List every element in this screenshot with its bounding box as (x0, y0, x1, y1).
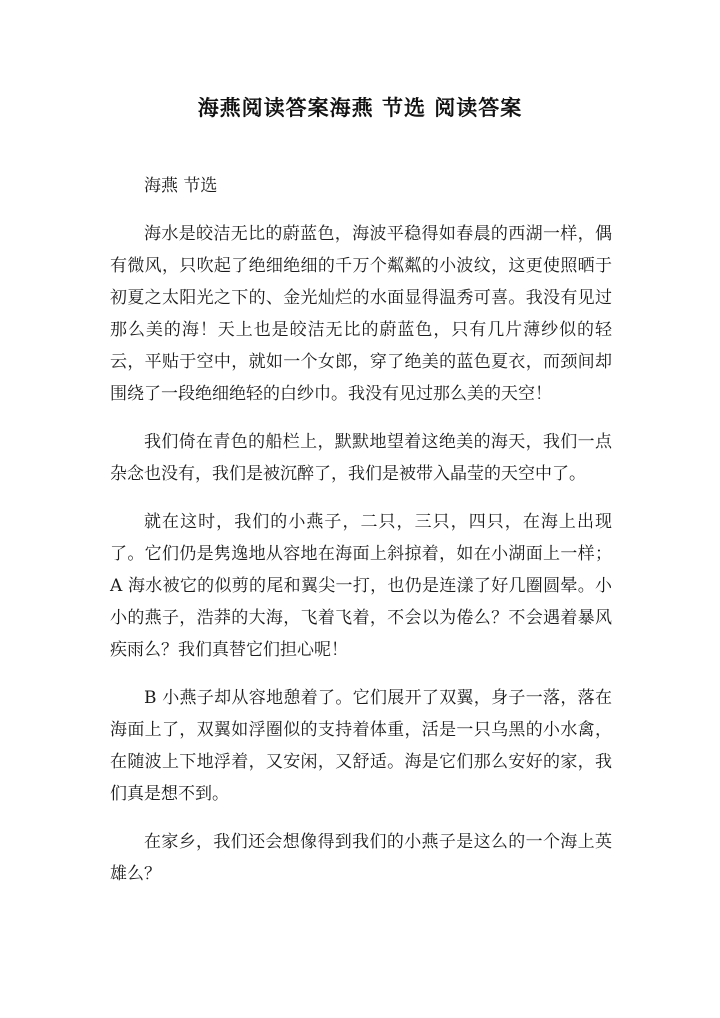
paragraph-3: 就在这时，我们的小燕子，二只，三只，四只，在海上出现了。它们仍是隽逸地从容地在海面上斜掠着，如在小湖面上一样； A 海水被它的似剪的尾和翼尖一打，也仍是连漾了好几圈圆晕。小小的燕子，浩莽的大海，飞着飞着，不会以为倦么？不会遇着暴风疾雨么？我们真替它们担心呢！ (110, 512, 612, 660)
paragraph-5: 在家乡，我们还会想像得到我们的小燕子是这么的一个海上英雄么？ (110, 832, 612, 884)
document-body (110, 170, 612, 906)
paragraph-1: 海水是皎洁无比的蔚蓝色，海波平稳得如春晨的西湖一样，偶有微风，只吹起了绝细绝细的千万个粼粼的小波纹，这更使照晒于初夏之太阳光之下的、金光灿烂的水面显得温秀可喜。我没有见过那么美的海！天上也是皎洁无比的蔚蓝色，只有几片薄纱似的轻云，平贴于空中，就如一个女郎，穿了绝美的蓝色夏衣，而颈间却围绕了一段绝细绝轻的白纱巾。我没有见过那么美的天空！ (110, 224, 612, 404)
document-title: 海燕阅读答案海燕 节选 阅读答案 (197, 95, 523, 120)
section-subtitle: 海燕 节选 (144, 176, 218, 196)
paragraph-4: B 小燕子却从容地憩着了。它们展开了双翼，身子一落，落在海面上了，双翼如浮圈似的支持着体重，活是一只乌黑的小水禽，在随波上下地浮着，又安闲，又舒适。海是它们那么安好的家，我们真是想不到。 (110, 688, 612, 804)
paragraph-2: 我们倚在青色的船栏上，默默地望着这绝美的海天，我们一点杂念也没有，我们是被沉醉了，我们是被带入晶莹的天空中了。 (110, 432, 612, 484)
